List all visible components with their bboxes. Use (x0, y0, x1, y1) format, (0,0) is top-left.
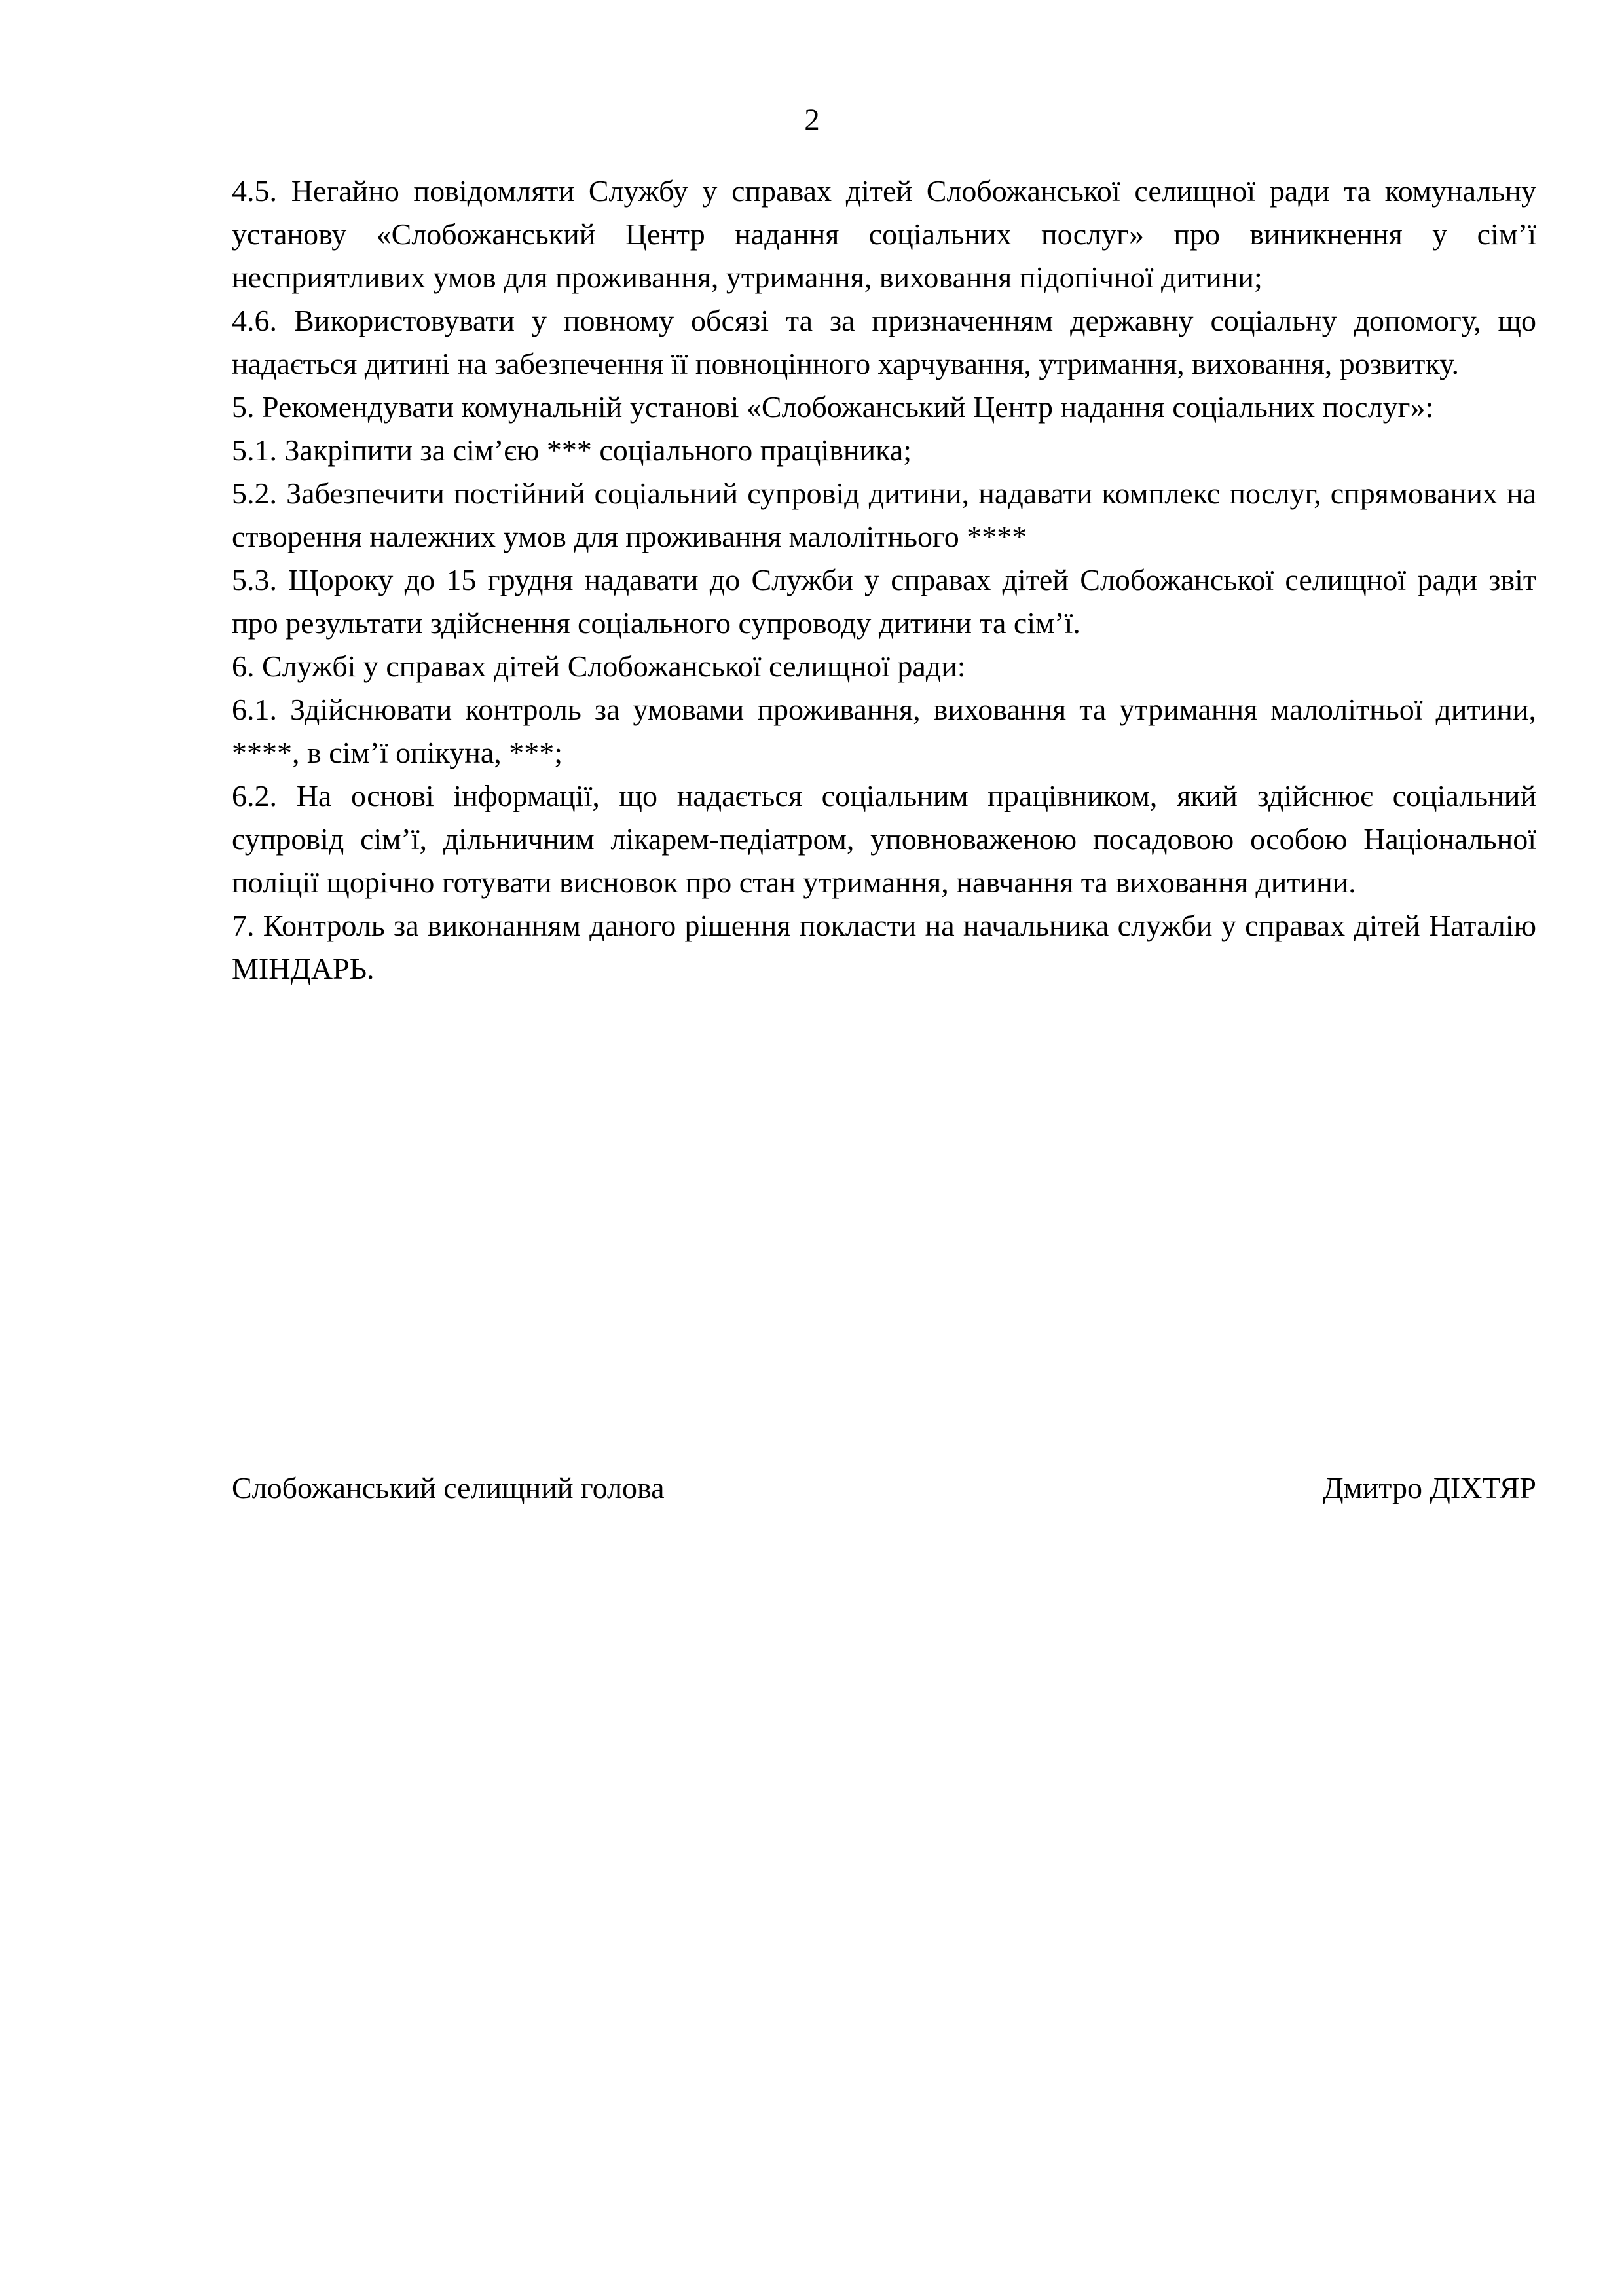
paragraph-7: 7. Контроль за виконанням даного рішення покласти на начальника служби у справах дітей Наталію МІНДАРЬ. (232, 909, 1536, 985)
paragraph-4-5: 4.5. Негайно повідомляти Службу у справах дітей Слобожанської селищної ради та комунальну установу «Слобожанський Центр надання соціальних послуг» про виникнення у сім’ї несприятливих умов для проживання, утримання, виховання підопічної дитини; (232, 174, 1536, 294)
paragraph-6: 6. Службі у справах дітей Слобожанської селищної ради: (232, 649, 966, 683)
decision-body (232, 170, 1536, 991)
signature-block (232, 1467, 1536, 1510)
paragraph-5-3: 5.3. Щороку до 15 грудня надавати до Служби у справах дітей Слобожанської селищної ради звіт про результати здійснення соціального супроводу дитини та сім’ї. (232, 563, 1536, 640)
paragraph-6-1: 6.1. Здійснювати контроль за умовами проживання, виховання та утримання малолітньої дитини, ****, в сім’ї опікуна, ***; (232, 693, 1536, 769)
signatory-name: Дмитро ДІХТЯР (1323, 1471, 1536, 1504)
paragraph-4-6: 4.6. Використовувати у повному обсязі та за призначенням державну соціальну допомогу, що надається дитині на забезпечення її повноцінного харчування, утримання, виховання, розвитку. (232, 304, 1536, 380)
paragraph-6-2: 6.2. На основі інформації, що надається соціальним працівником, який здійснює соціальний супровід сім’ї, дільничним лікарем-педіатром, уповноваженою посадовою особою Національної поліції щорічно готувати висновок про стан утримання, навчання та виховання дитини. (232, 779, 1536, 899)
signatory-position: Слобожанський селищний голова (232, 1471, 665, 1504)
paragraph-5: 5. Рекомендувати комунальній установі «Слобожанський Центр надання соціальних послуг»: (232, 390, 1434, 424)
paragraph-5-2: 5.2. Забезпечити постійний соціальний супровід дитини, надавати комплекс послуг, спрямованих на створення належних умов для проживання малолітнього **** (232, 477, 1536, 553)
page-number: 2 (804, 103, 820, 137)
paragraph-5-1: 5.1. Закріпити за сім’єю *** соціального працівника; (232, 433, 912, 467)
